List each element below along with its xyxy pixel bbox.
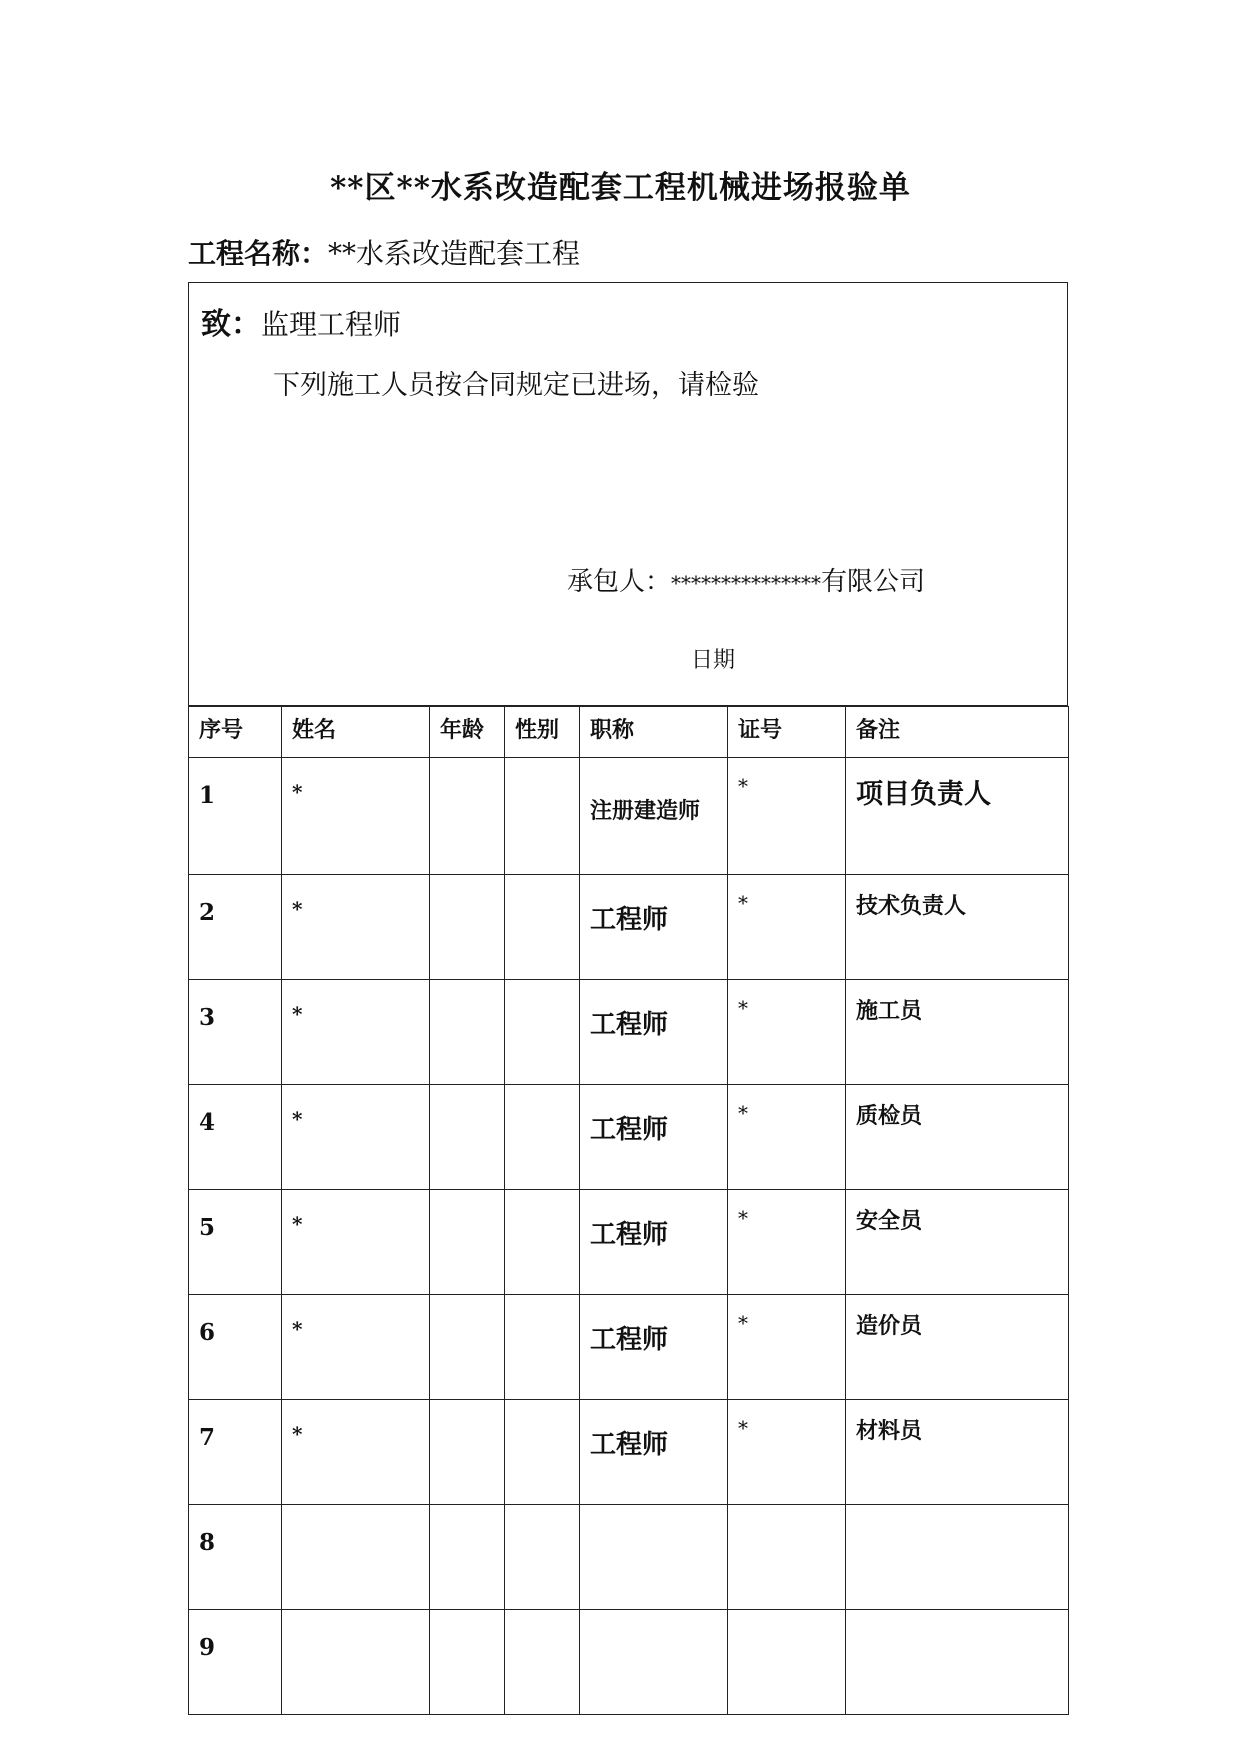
contractor-stars: ***************	[671, 571, 822, 595]
header-title: 职称	[580, 707, 728, 758]
date-label: 日期	[691, 648, 736, 673]
header-cert: 证号	[728, 707, 846, 758]
letter-body: 下列施工人员按合同规定已进场，请检验	[273, 370, 759, 401]
cell-no: 7	[189, 1400, 282, 1505]
table-row	[189, 758, 1069, 875]
header-note: 备注	[846, 707, 1069, 758]
cell-cert: *	[728, 980, 846, 1085]
cell-title	[580, 1505, 728, 1610]
cell-age	[430, 980, 505, 1085]
table-row	[189, 1610, 1069, 1715]
cell-cert	[728, 1610, 846, 1715]
table-row	[189, 1505, 1069, 1610]
table-header-row	[189, 707, 1069, 758]
cell-cert: *	[728, 875, 846, 980]
addressee-line	[201, 299, 401, 343]
cell-title: 工程师	[580, 1190, 728, 1295]
cell-age	[430, 1295, 505, 1400]
cell-cert: *	[728, 1400, 846, 1505]
personnel-table	[188, 706, 1069, 1715]
cell-age	[430, 875, 505, 980]
cell-gender	[505, 875, 580, 980]
project-name-value: **水系改造配套工程	[328, 237, 581, 270]
cell-note	[846, 1610, 1069, 1715]
cell-gender	[505, 1400, 580, 1505]
cell-gender	[505, 1295, 580, 1400]
cell-note: 技术负责人	[846, 875, 1069, 980]
table-row	[189, 1400, 1069, 1505]
project-name-line	[188, 232, 580, 272]
addressee-value: 监理工程师	[261, 308, 402, 341]
document-title: **区**水系改造配套工程机械进场报验单	[330, 170, 911, 206]
cell-cert: *	[728, 1085, 846, 1190]
cell-name: *	[282, 1400, 430, 1505]
cell-title: 工程师	[580, 1400, 728, 1505]
table-row	[189, 980, 1069, 1085]
cell-title: 工程师	[580, 980, 728, 1085]
cell-note: 质检员	[846, 1085, 1069, 1190]
cell-no: 6	[189, 1295, 282, 1400]
cell-name: *	[282, 1085, 430, 1190]
contractor-label: 承包人：	[567, 567, 672, 597]
table-row	[189, 1085, 1069, 1190]
cell-age	[430, 1505, 505, 1610]
cell-name	[282, 1610, 430, 1715]
cell-title: 工程师	[580, 1295, 728, 1400]
cell-gender	[505, 1190, 580, 1295]
addressee-label: 致：	[201, 307, 261, 342]
cell-no: 9	[189, 1610, 282, 1715]
cell-gender	[505, 1505, 580, 1610]
cell-no: 4	[189, 1085, 282, 1190]
cell-age	[430, 1610, 505, 1715]
header-age: 年龄	[430, 707, 505, 758]
cell-no: 2	[189, 875, 282, 980]
header-no: 序号	[189, 707, 282, 758]
cell-age	[430, 1085, 505, 1190]
cell-note	[846, 1505, 1069, 1610]
cell-no: 8	[189, 1505, 282, 1610]
cell-no: 5	[189, 1190, 282, 1295]
cell-gender	[505, 980, 580, 1085]
cell-note: 安全员	[846, 1190, 1069, 1295]
cell-name	[282, 1505, 430, 1610]
header-gender: 性别	[505, 707, 580, 758]
contractor-suffix: 有限公司	[821, 567, 926, 597]
cell-note: 施工员	[846, 980, 1069, 1085]
cell-note: 材料员	[846, 1400, 1069, 1505]
cell-cert: *	[728, 1190, 846, 1295]
cell-title: 注册建造师	[580, 758, 728, 875]
cell-title: 工程师	[580, 1085, 728, 1190]
project-name-label: 工程名称：	[188, 237, 329, 270]
cell-cert: *	[728, 1295, 846, 1400]
table-row	[189, 875, 1069, 980]
cell-name: *	[282, 980, 430, 1085]
header-name: 姓名	[282, 707, 430, 758]
cell-gender	[505, 1085, 580, 1190]
cell-title	[580, 1610, 728, 1715]
cell-no: 1	[189, 758, 282, 875]
cell-name: *	[282, 1190, 430, 1295]
letter-box	[188, 282, 1068, 706]
cell-title: 工程师	[580, 875, 728, 980]
cell-gender	[505, 1610, 580, 1715]
cell-age	[430, 1190, 505, 1295]
contractor-line	[567, 561, 925, 598]
cell-age	[430, 758, 505, 875]
cell-name: *	[282, 1295, 430, 1400]
cell-name: *	[282, 875, 430, 980]
cell-cert	[728, 1505, 846, 1610]
table-row	[189, 1295, 1069, 1400]
cell-name: *	[282, 758, 430, 875]
table-row	[189, 1190, 1069, 1295]
cell-cert: *	[728, 758, 846, 875]
cell-no: 3	[189, 980, 282, 1085]
cell-gender	[505, 758, 580, 875]
cell-age	[430, 1400, 505, 1505]
cell-note: 项目负责人	[846, 758, 1069, 875]
cell-note: 造价员	[846, 1295, 1069, 1400]
